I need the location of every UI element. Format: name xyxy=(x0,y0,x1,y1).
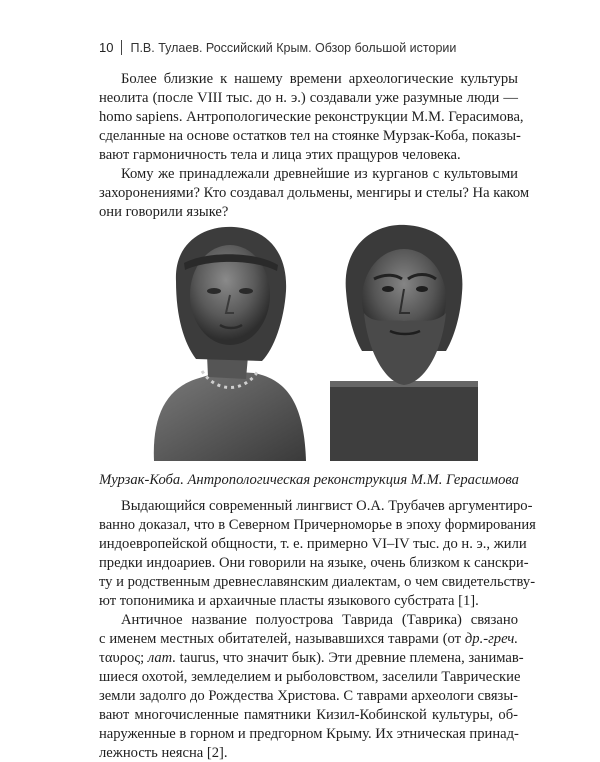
paragraph-3-line: индоевропейской общности, т. е. примерно VI–IV тыс. до н. э., жили xyxy=(99,536,527,552)
paragraph-3-line: ют топонимика и архаичные пласты языкового субстрата [1]. xyxy=(99,593,479,609)
header-divider xyxy=(121,40,122,55)
running-header xyxy=(99,40,519,55)
figure-caption: Мурзак-Коба. Антропологическая реконструкция М.М. Герасимова xyxy=(99,472,519,488)
paragraph-4-line: вают многочисленные памятники Кизил-Кобинской культуры, об- xyxy=(99,707,518,723)
paragraph-3-line: ванно доказал, что в Северном Причерноморье в эпоху формирования xyxy=(99,517,536,533)
paragraph-4-italic: др.-греч. xyxy=(464,631,518,647)
paragraph-3-line: предки индоариев. Они говорили на языке, очень близком к санскри- xyxy=(99,555,529,571)
paragraph-4-italic: лат. xyxy=(147,650,177,666)
paragraph-2-line: Кому же принадлежали древнейшие из курганов с культовыми xyxy=(121,166,518,182)
male-bust-photo xyxy=(324,221,484,462)
page-number: 10 xyxy=(99,40,114,55)
paragraph-4-line: лежность неясна [2]. xyxy=(99,745,228,761)
paragraph-4-line: земли задолго до Рождества Христова. С таврами археологи связы- xyxy=(99,688,518,704)
female-bust-photo xyxy=(146,221,314,462)
paragraph-1-line: Более близкие к нашему времени археологические культуры xyxy=(121,71,518,87)
paragraph-4-line: наруженные в горном и предгорном Крыму. Их этническая принад- xyxy=(99,726,519,742)
paragraph-4-line xyxy=(99,649,524,667)
running-title: П.В. Тулаев. Российский Крым. Обзор большой истории xyxy=(130,41,457,55)
figure-photos xyxy=(146,221,484,462)
paragraph-4-line: Античное название полуострова Таврида (Таврика) связано xyxy=(121,612,518,628)
paragraph-1-line: homo sapiens. Антропологические реконструкции М.М. Герасимова, xyxy=(99,109,524,125)
paragraph-4-text: taurus, что значит бык). Эти древние племена, занимав- xyxy=(176,650,524,666)
paragraph-3-line: Выдающийся современный лингвист О.А. Трубачев аргументиро- xyxy=(121,498,533,514)
paragraph-3-line: ту и родственным древнеславянским диалектам, о чем свидетельству- xyxy=(99,574,536,590)
paragraph-1-line: сделанные на основе остатков тел на стоянке Мурзак-Коба, показы- xyxy=(99,128,521,144)
paragraph-2-line: захоронениями? Кто создавал дольмены, менгиры и стелы? На каком xyxy=(99,185,530,201)
paragraph-4-text: с именем местных обитателей, называвшихся таврами (от xyxy=(99,631,465,647)
paragraph-4-text: ταυρος; xyxy=(99,650,148,666)
paragraph-2-line: они говорили языке? xyxy=(99,204,229,220)
paragraph-4-line xyxy=(99,630,518,648)
paragraph-1-line: вают гармоничность тела и лица этих пращуров человека. xyxy=(99,147,461,163)
paragraph-1-line: неолита (после VIII тыс. до н. э.) создавали уже разумные люди — xyxy=(99,90,518,106)
paragraph-4-line: шиеся охотой, земледелием и рыболовством, заселили Таврические xyxy=(99,669,521,685)
